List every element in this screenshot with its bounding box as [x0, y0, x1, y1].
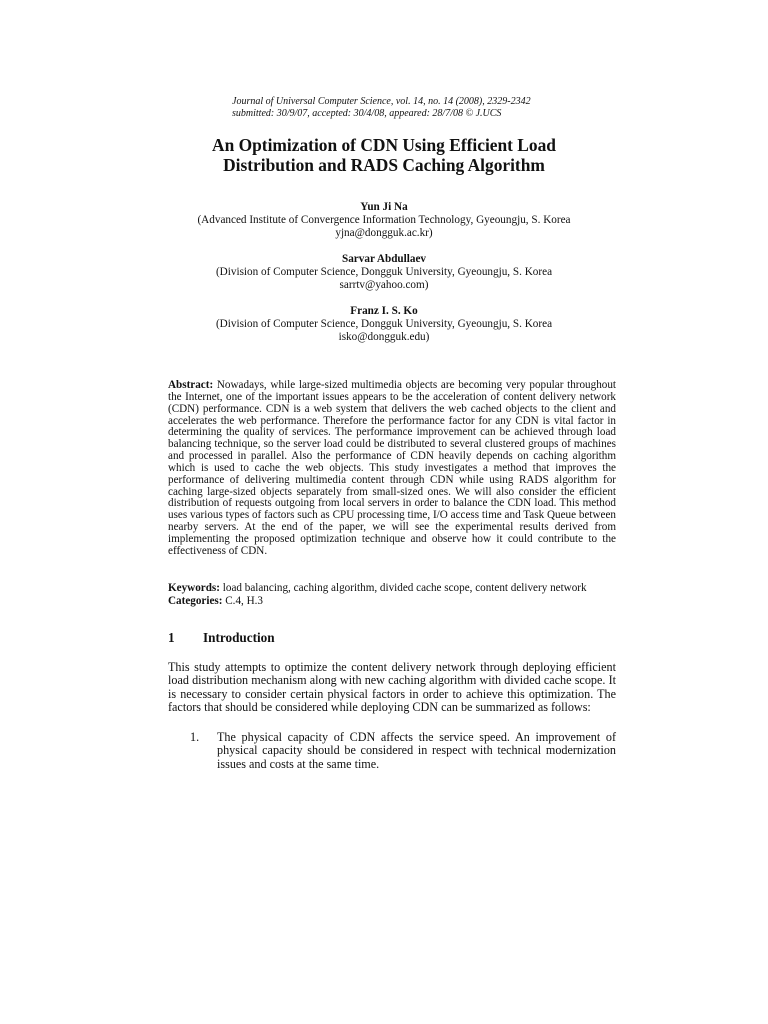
keywords-label: Keywords: — [168, 582, 220, 594]
intro-paragraph: This study attempts to optimize the content delivery network through deploying efficient load distribution mechanism along with new caching algorithm with divided cache scope. It is necessary to consider certain physical factors in order to achieve this optimization. The factors that should be considered while deploying CDN can be summarized as follows: — [168, 660, 616, 714]
section-title: Introduction — [203, 630, 275, 645]
section-number: 1 — [168, 630, 175, 645]
section-heading — [168, 630, 275, 646]
author-affiliation: (Advanced Institute of Convergence Information Technology, Gyeoungju, S. Korea — [197, 213, 571, 226]
list-marker: 1. — [190, 730, 200, 744]
author-affiliation: (Division of Computer Science, Dongguk University, Gyeoungju, S. Korea — [215, 317, 553, 330]
title-line-1: An Optimization of CDN Using Efficient Load — [212, 135, 556, 155]
submission-dates: submitted: 30/9/07, accepted: 30/4/08, appeared: 28/7/08 © J.UCS — [232, 107, 502, 119]
author-block-1 — [100, 201, 668, 239]
abstract-label: Abstract: — [168, 379, 214, 391]
list-item-text: The physical capacity of CDN affects the service speed. An improvement of physical capacity should be considered in respect with technical modernization issues and costs at the same time. — [217, 730, 616, 771]
keywords-line — [168, 582, 616, 595]
abstract — [168, 380, 616, 558]
intro-list — [190, 731, 616, 771]
author-name: Yun Ji Na — [360, 201, 408, 213]
list-item — [190, 731, 616, 771]
categories-line — [168, 595, 616, 608]
author-email: yjna@dongguk.ac.kr) — [335, 226, 433, 239]
author-affiliation: (Division of Computer Science, Dongguk University, Gyeoungju, S. Korea — [215, 265, 553, 278]
journal-header — [232, 96, 531, 119]
author-block-3 — [100, 305, 668, 343]
author-name: Sarvar Abdullaev — [341, 253, 427, 265]
author-block-2 — [100, 253, 668, 291]
author-name: Franz I. S. Ko — [350, 305, 418, 317]
author-email: sarrtv@yahoo.com) — [339, 278, 429, 291]
categories-text: C.4, H.3 — [225, 594, 264, 607]
keywords-text: load balancing, caching algorithm, divided cache scope, content delivery network — [222, 582, 587, 594]
journal-citation: Journal of Universal Computer Science, vol. 14, no. 14 (2008), 2329-2342 — [232, 96, 531, 107]
author-email: isko@dongguk.edu) — [338, 330, 430, 343]
title-line-2: Distribution and RADS Caching Algorithm — [223, 155, 545, 175]
abstract-text: Nowadays, while large-sized multimedia objects are becoming very popular throughout the Internet, one of the important issues appears to be the acceleration of content delivery network (CDN) performance. CDN is a web system that delivers the web cached objects to the client and accelerates the web performance. Therefore the performance factor for any CDN is vital factor in determining the quality of services. The performance improvement can be achieved through load balancing technique, so the server load could be distributed to several clustered groups of machines and processed in parallel. Also the performance of CDN heavily depends on caching algorithm which is used to cache the web objects. This study investigates a method that improves the performance of delivering multimedia content through CDN while using RADS algorithm for caching large-sized objects separately from small-sized ones. We will also consider the efficient distribution of requests outgoing from local servers in order to balance the CDN load. This method uses various types of factors such as CPU processing time, I/O access time and Task Queue between nearby servers. At the end of the paper, we will see the experimental results derived from implementing the proposed optimization technique and observe how it could contribute to the effectiveness of CDN. — [168, 379, 617, 557]
keywords-block — [168, 582, 616, 607]
categories-label: Categories: — [168, 594, 223, 607]
paper-title — [100, 135, 668, 175]
